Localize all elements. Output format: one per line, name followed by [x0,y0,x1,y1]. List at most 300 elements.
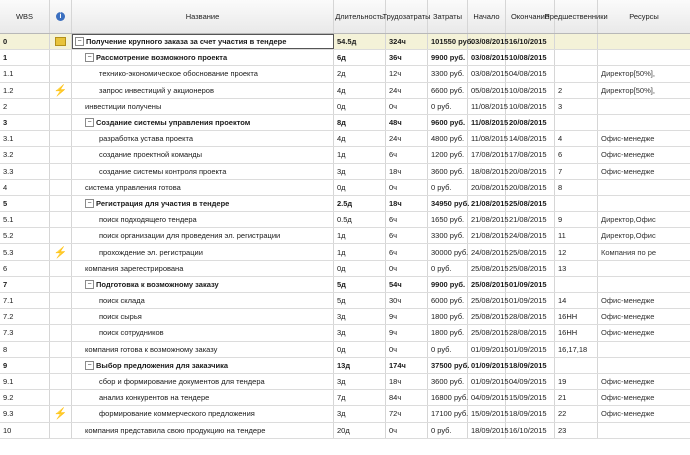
finish-date-cell[interactable]: 01/09/2015 [506,293,555,308]
finish-date-cell[interactable]: 25/08/2015 [506,196,555,211]
wbs-cell[interactable]: 3 [0,115,50,130]
task-row[interactable] [0,309,690,325]
predecessors-cell[interactable]: 22 [555,406,598,421]
resources-cell[interactable] [598,115,690,130]
resources-cell[interactable]: Компания по ре [601,247,657,257]
indicator-cell[interactable] [50,99,72,114]
cost-cell[interactable]: 6600 руб. [428,83,468,98]
duration-cell[interactable]: 1д [334,244,386,259]
col-header-start[interactable]: Начало [468,0,506,33]
work-cell[interactable]: 9ч [386,309,428,324]
start-date-cell[interactable]: 21/08/2015 [468,228,506,243]
resources-cell[interactable]: Офис-менедже [601,377,655,387]
finish-date-cell[interactable]: 16/10/2015 [506,34,555,49]
finish-date-cell[interactable]: 01/09/2015 [506,342,555,357]
summary-task-row[interactable] [0,358,690,374]
indicator-cell[interactable] [50,423,72,438]
work-cell[interactable]: 30ч [386,293,428,308]
wbs-cell[interactable]: 3.1 [0,131,50,146]
finish-date-cell[interactable]: 01/09/2015 [506,277,555,292]
col-header-finish[interactable]: Окончание [506,0,555,33]
collapse-toggle-icon[interactable]: − [75,37,84,46]
task-name-cell[interactable] [72,131,334,146]
task-name-cell[interactable] [72,99,334,114]
cost-cell[interactable]: 3300 руб. [428,66,468,81]
indicator-cell[interactable] [50,83,72,98]
work-cell[interactable]: 9ч [386,325,428,340]
wbs-cell[interactable]: 1.1 [0,66,50,81]
start-date-cell[interactable]: 04/09/2015 [468,390,506,405]
indicator-cell[interactable] [50,261,72,276]
wbs-cell[interactable]: 3.2 [0,147,50,162]
predecessors-cell[interactable] [555,66,598,81]
wbs-cell[interactable]: 6 [0,261,50,276]
predecessors-cell[interactable]: 13 [555,261,598,276]
cost-cell[interactable]: 4800 руб. [428,131,468,146]
work-cell[interactable]: 18ч [386,164,428,179]
wbs-cell[interactable]: 7 [0,277,50,292]
task-name-cell[interactable] [72,325,334,340]
cost-cell[interactable]: 30000 руб. [428,244,468,259]
finish-date-cell[interactable]: 20/08/2015 [506,115,555,130]
indicator-cell[interactable] [50,50,72,65]
task-name-cell[interactable] [72,83,334,98]
resources-cell[interactable] [598,180,690,195]
work-cell[interactable]: 48ч [386,115,428,130]
predecessors-cell[interactable] [555,196,598,211]
start-date-cell[interactable]: 20/08/2015 [468,180,506,195]
resources-cell[interactable] [598,277,690,292]
start-date-cell[interactable]: 25/08/2015 [468,261,506,276]
task-name-label: прохождение эл. регистрации [99,247,203,257]
predecessors-cell[interactable]: 16НН [555,309,598,324]
predecessors-cell[interactable]: 12 [555,244,598,259]
task-name-cell[interactable] [72,164,334,179]
finish-date-cell[interactable]: 10/08/2015 [506,50,555,65]
start-date-cell[interactable]: 25/08/2015 [468,293,506,308]
task-row[interactable] [0,180,690,196]
wbs-cell[interactable]: 9 [0,358,50,373]
start-date-cell[interactable]: 24/08/2015 [468,244,506,259]
resources-cell[interactable]: Директор[50%], [601,69,655,79]
finish-date-cell[interactable]: 25/08/2015 [506,244,555,259]
start-date-cell[interactable]: 01/09/2015 [468,374,506,389]
duration-cell[interactable]: 5д [334,293,386,308]
resources-cell[interactable]: Офис-менедже [601,296,655,306]
summary-task-row[interactable] [0,34,690,50]
wbs-cell[interactable]: 5.1 [0,212,50,227]
duration-cell[interactable]: 5д [334,277,386,292]
finish-date-cell[interactable]: 18/09/2015 [506,406,555,421]
finish-date-cell[interactable]: 10/08/2015 [506,99,555,114]
start-date-cell[interactable]: 03/08/2015 [468,34,506,49]
predecessors-cell[interactable]: 23 [555,423,598,438]
task-row[interactable] [0,66,690,82]
task-name-cell[interactable] [72,293,334,308]
work-cell[interactable]: 0ч [386,342,428,357]
start-date-cell[interactable]: 25/08/2015 [468,325,506,340]
wbs-cell[interactable]: 5 [0,196,50,211]
finish-date-cell[interactable]: 25/08/2015 [506,261,555,276]
predecessors-cell[interactable]: 8 [555,180,598,195]
predecessors-cell[interactable] [555,277,598,292]
finish-date-cell[interactable]: 21/08/2015 [506,212,555,227]
duration-cell[interactable]: 3д [334,406,386,421]
indicator-cell[interactable] [50,342,72,357]
indicator-cell[interactable] [50,180,72,195]
indicator-cell[interactable] [50,164,72,179]
wbs-cell[interactable]: 4 [0,180,50,195]
work-cell[interactable]: 24ч [386,131,428,146]
task-row[interactable] [0,99,690,115]
duration-cell[interactable]: 0д [334,261,386,276]
indicator-cell[interactable] [50,277,72,292]
start-date-cell[interactable]: 17/08/2015 [468,147,506,162]
work-cell[interactable]: 6ч [386,244,428,259]
duration-cell[interactable]: 1д [334,147,386,162]
resources-cell[interactable] [598,99,690,114]
predecessors-cell[interactable]: 16НН [555,325,598,340]
col-header-cost[interactable]: Затраты [428,0,468,33]
wbs-cell[interactable]: 7.1 [0,293,50,308]
work-cell[interactable]: 36ч [386,50,428,65]
wbs-cell[interactable]: 0 [0,34,50,49]
task-row[interactable] [0,423,690,439]
col-header-wbs[interactable]: WBS [0,0,50,33]
indicator-cell[interactable] [50,374,72,389]
task-name-cell[interactable] [72,261,334,276]
predecessors-cell[interactable]: 21 [555,390,598,405]
work-cell[interactable]: 54ч [386,277,428,292]
cost-cell[interactable]: 37500 руб. [428,358,468,373]
resources-cell[interactable]: Офис-менедже [601,150,655,160]
resources-cell[interactable] [598,196,690,211]
predecessors-cell[interactable]: 9 [555,212,598,227]
duration-cell[interactable]: 2д [334,66,386,81]
resources-cell[interactable]: Директор,Офис [601,231,656,241]
predecessors-cell[interactable]: 4 [555,131,598,146]
task-name-cell[interactable] [72,309,334,324]
task-name-label: Регистрация для участия в тендере [96,198,230,208]
duration-cell[interactable]: 0д [334,342,386,357]
task-row[interactable] [0,212,690,228]
work-cell[interactable]: 174ч [386,358,428,373]
task-row[interactable] [0,293,690,309]
predecessors-cell[interactable] [555,115,598,130]
finish-date-cell[interactable]: 20/08/2015 [506,164,555,179]
finish-date-cell[interactable]: 04/08/2015 [506,66,555,81]
resources-cell[interactable]: Офис-менедже [601,393,655,403]
work-cell[interactable]: 0ч [386,180,428,195]
task-name-cell[interactable] [72,34,334,49]
work-cell[interactable]: 18ч [386,374,428,389]
task-name-cell[interactable] [72,50,334,65]
info-icon: i [56,12,65,21]
note-icon [55,37,66,46]
indicator-cell[interactable] [50,228,72,243]
cost-cell[interactable]: 6000 руб. [428,293,468,308]
cost-cell[interactable]: 3300 руб. [428,228,468,243]
start-date-cell[interactable]: 18/09/2015 [468,423,506,438]
wbs-cell[interactable]: 5.3 [0,244,50,259]
summary-task-row[interactable] [0,277,690,293]
start-date-cell[interactable]: 11/08/2015 [468,115,506,130]
start-date-cell[interactable]: 21/08/2015 [468,196,506,211]
cost-cell[interactable]: 9900 руб. [428,277,468,292]
start-date-cell[interactable]: 18/08/2015 [468,164,506,179]
duration-cell[interactable]: 3д [334,164,386,179]
cost-cell[interactable]: 34950 руб. [428,196,468,211]
wbs-cell[interactable]: 9.2 [0,390,50,405]
duration-cell[interactable]: 0д [334,99,386,114]
resources-cell[interactable] [598,261,690,276]
duration-cell[interactable]: 7д [334,390,386,405]
collapse-toggle-icon[interactable]: − [85,53,94,62]
wbs-cell[interactable]: 1 [0,50,50,65]
work-cell[interactable]: 0ч [386,261,428,276]
resources-cell[interactable] [598,342,690,357]
task-name-cell[interactable] [72,115,334,130]
work-cell[interactable]: 12ч [386,66,428,81]
task-row[interactable] [0,390,690,406]
task-name-cell[interactable] [72,228,334,243]
finish-date-cell[interactable]: 14/08/2015 [506,131,555,146]
task-row[interactable] [0,325,690,341]
lightning-icon: ⚡ [53,84,68,97]
task-name-cell[interactable] [72,358,334,373]
collapse-toggle-icon[interactable]: − [85,280,94,289]
resources-cell[interactable] [598,34,690,49]
finish-date-cell[interactable]: 10/08/2015 [506,83,555,98]
resources-cell[interactable]: Офис-менедже [601,166,655,176]
cost-cell[interactable]: 1200 руб. [428,147,468,162]
start-date-cell[interactable]: 03/08/2015 [468,66,506,81]
duration-cell[interactable]: 0д [334,180,386,195]
finish-date-cell[interactable]: 24/08/2015 [506,228,555,243]
col-header-duration[interactable]: Длительность [334,0,386,33]
task-name-cell[interactable] [72,244,334,259]
work-cell[interactable]: 0ч [386,423,428,438]
predecessors-cell[interactable]: 16,17,18 [555,342,598,357]
finish-date-cell[interactable]: 15/09/2015 [506,390,555,405]
task-row[interactable] [0,164,690,180]
duration-cell[interactable]: 3д [334,325,386,340]
duration-cell[interactable]: 4д [334,131,386,146]
lightning-icon: ⚡ [53,246,68,259]
work-cell[interactable]: 6ч [386,228,428,243]
duration-cell[interactable]: 4д [334,83,386,98]
resources-cell[interactable]: Офис-менедже [601,409,655,419]
duration-cell[interactable]: 1д [334,228,386,243]
finish-date-cell[interactable]: 20/08/2015 [506,180,555,195]
predecessors-cell[interactable] [555,34,598,49]
finish-date-cell[interactable]: 28/08/2015 [506,309,555,324]
duration-cell[interactable]: 3д [334,374,386,389]
work-cell[interactable]: 18ч [386,196,428,211]
predecessors-cell[interactable]: 19 [555,374,598,389]
col-header-indicators[interactable] [50,0,72,33]
indicator-cell[interactable] [50,390,72,405]
task-name-cell[interactable] [72,212,334,227]
wbs-cell[interactable]: 2 [0,99,50,114]
indicator-cell[interactable] [50,293,72,308]
indicator-cell[interactable] [50,66,72,81]
task-name-cell[interactable] [72,66,334,81]
work-cell[interactable]: 24ч [386,83,428,98]
start-date-cell[interactable]: 25/08/2015 [468,309,506,324]
indicator-cell[interactable] [50,212,72,227]
col-header-predecessors[interactable]: Предшественники [555,0,598,33]
cost-cell[interactable]: 1800 руб. [428,309,468,324]
resources-cell[interactable]: Офис-менедже [601,134,655,144]
start-date-cell[interactable]: 25/08/2015 [468,277,506,292]
summary-task-row[interactable] [0,50,690,66]
task-name-cell[interactable] [72,277,334,292]
task-name-cell[interactable] [72,390,334,405]
finish-date-cell[interactable]: 18/09/2015 [506,358,555,373]
cost-cell[interactable]: 0 руб. [428,99,468,114]
duration-cell[interactable]: 3д [334,309,386,324]
task-row[interactable] [0,131,690,147]
wbs-cell[interactable]: 7.3 [0,325,50,340]
resources-cell[interactable]: Директор[50%], [601,85,655,95]
start-date-cell[interactable]: 01/09/2015 [468,342,506,357]
cost-cell[interactable]: 0 руб. [428,261,468,276]
task-row[interactable] [0,228,690,244]
task-name-label: разработка устава проекта [99,134,194,144]
resources-cell[interactable]: Офис-менедже [601,328,655,338]
duration-cell[interactable]: 54.5д [334,34,386,49]
task-row[interactable] [0,342,690,358]
summary-task-row[interactable] [0,115,690,131]
cost-cell[interactable]: 9900 руб. [428,50,468,65]
cost-cell[interactable]: 16800 руб. [428,390,468,405]
predecessors-cell[interactable]: 6 [555,147,598,162]
wbs-cell[interactable]: 7.2 [0,309,50,324]
duration-cell[interactable]: 2.5д [334,196,386,211]
task-name-cell[interactable] [72,180,334,195]
work-cell[interactable]: 84ч [386,390,428,405]
work-cell[interactable]: 0ч [386,99,428,114]
task-name-cell[interactable] [72,147,334,162]
start-date-cell[interactable]: 15/09/2015 [468,406,506,421]
indicator-cell[interactable] [50,131,72,146]
start-date-cell[interactable]: 01/09/2015 [468,358,506,373]
cost-cell[interactable]: 1650 руб. [428,212,468,227]
task-name-cell[interactable] [72,374,334,389]
wbs-cell[interactable]: 5.2 [0,228,50,243]
col-header-resources[interactable]: Ресурсы [629,12,659,21]
wbs-cell[interactable]: 3.3 [0,164,50,179]
duration-cell[interactable]: 0.5д [334,212,386,227]
predecessors-cell[interactable] [555,50,598,65]
predecessors-cell[interactable]: 3 [555,99,598,114]
cost-cell[interactable]: 9600 руб. [428,115,468,130]
start-date-cell[interactable]: 05/08/2015 [468,83,506,98]
cost-cell[interactable]: 0 руб. [428,180,468,195]
cost-cell[interactable]: 0 руб. [428,342,468,357]
predecessors-cell[interactable] [555,358,598,373]
col-header-work[interactable]: Трудозатраты [386,0,428,33]
indicator-cell[interactable] [50,325,72,340]
indicator-cell[interactable] [50,244,72,259]
task-row[interactable] [0,406,690,422]
col-header-name[interactable]: Название [72,0,334,33]
resources-cell[interactable] [598,50,690,65]
cost-cell[interactable]: 101550 руб. [428,34,468,49]
cost-cell[interactable]: 0 руб. [428,423,468,438]
indicator-cell[interactable] [50,34,72,49]
duration-cell[interactable]: 6д [334,50,386,65]
wbs-cell[interactable]: 8 [0,342,50,357]
indicator-cell[interactable] [50,358,72,373]
cost-cell[interactable]: 1800 руб. [428,325,468,340]
resources-cell[interactable]: Директор,Офис [601,215,656,225]
task-name-cell[interactable] [72,423,334,438]
task-row[interactable] [0,261,690,277]
task-row[interactable] [0,374,690,390]
finish-date-cell[interactable]: 28/08/2015 [506,325,555,340]
indicator-cell[interactable] [50,147,72,162]
summary-task-row[interactable] [0,196,690,212]
finish-date-cell[interactable]: 16/10/2015 [506,423,555,438]
wbs-cell[interactable]: 9.1 [0,374,50,389]
resources-cell[interactable]: Офис-менедже [601,312,655,322]
cost-cell[interactable]: 17100 руб. [428,406,468,421]
task-name-label: компания представила свою продукцию на тендере [85,425,266,435]
predecessors-cell[interactable]: 7 [555,164,598,179]
indicator-cell[interactable] [50,406,72,421]
indicator-cell[interactable] [50,115,72,130]
task-row[interactable] [0,244,690,260]
collapse-toggle-icon[interactable]: − [85,361,94,370]
task-row[interactable] [0,83,690,99]
indicator-cell[interactable] [50,196,72,211]
predecessors-cell[interactable]: 2 [555,83,598,98]
duration-cell[interactable]: 8д [334,115,386,130]
collapse-toggle-icon[interactable]: − [85,199,94,208]
work-cell[interactable]: 72ч [386,406,428,421]
duration-cell[interactable]: 13д [334,358,386,373]
task-name-cell[interactable] [72,406,334,421]
cost-cell[interactable]: 3600 руб. [428,374,468,389]
work-cell[interactable]: 6ч [386,147,428,162]
indicator-cell[interactable] [50,309,72,324]
start-date-cell[interactable]: 11/08/2015 [468,131,506,146]
work-cell[interactable]: 324ч [386,34,428,49]
wbs-cell[interactable]: 10 [0,423,50,438]
work-cell[interactable]: 6ч [386,212,428,227]
finish-date-cell[interactable]: 17/08/2015 [506,147,555,162]
resources-cell[interactable] [598,423,690,438]
predecessors-cell[interactable]: 11 [555,228,598,243]
wbs-cell[interactable]: 9.3 [0,406,50,421]
start-date-cell[interactable]: 21/08/2015 [468,212,506,227]
start-date-cell[interactable]: 11/08/2015 [468,99,506,114]
start-date-cell[interactable]: 03/08/2015 [468,50,506,65]
task-name-cell[interactable] [72,196,334,211]
task-name-cell[interactable] [72,342,334,357]
task-name-label: технико-экономическое обоснование проекта [99,69,258,79]
wbs-cell[interactable]: 1.2 [0,83,50,98]
duration-cell[interactable]: 20д [334,423,386,438]
predecessors-cell[interactable]: 14 [555,293,598,308]
task-row[interactable] [0,147,690,163]
resources-cell[interactable] [598,358,690,373]
collapse-toggle-icon[interactable]: − [85,118,94,127]
cost-cell[interactable]: 3600 руб. [428,164,468,179]
finish-date-cell[interactable]: 04/09/2015 [506,374,555,389]
